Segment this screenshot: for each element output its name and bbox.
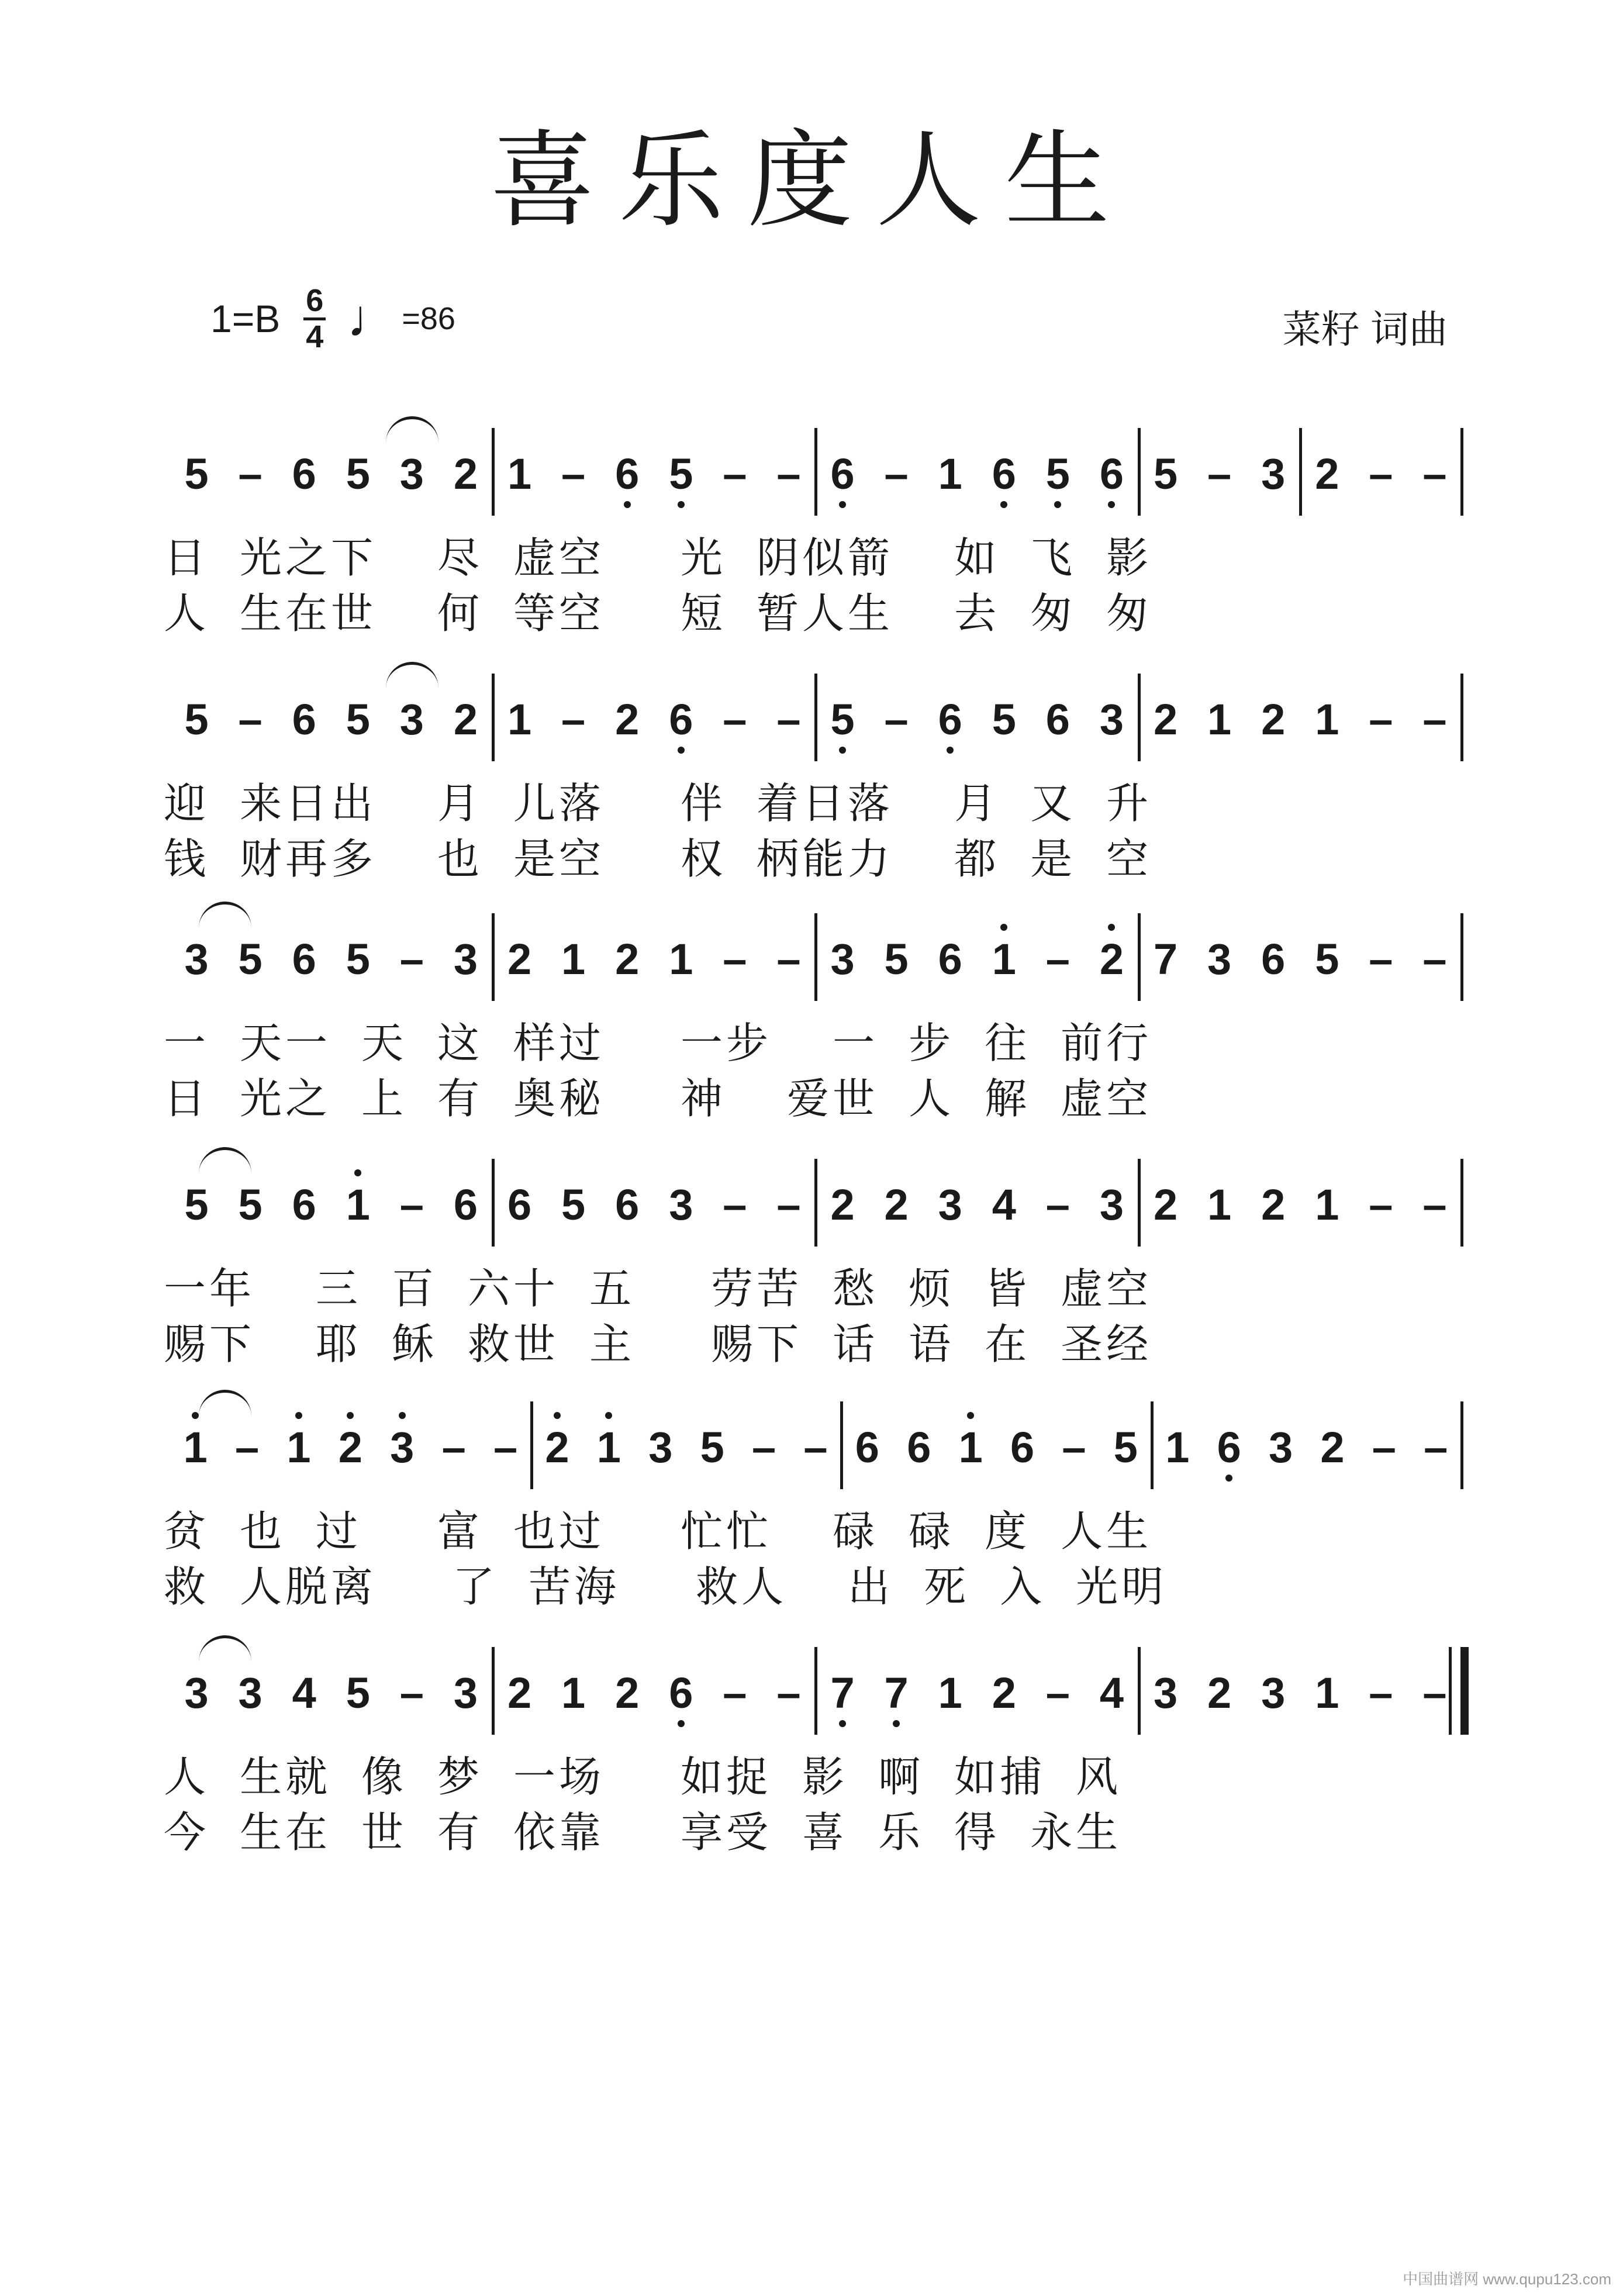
final-barline-thin [1449,1647,1452,1735]
note: 2 [615,934,640,983]
note: 1 [507,695,532,744]
note: 5 [826,695,859,744]
note: 1 [282,1423,316,1472]
note: 1 [938,1668,962,1717]
note: 7 [826,1668,859,1718]
note-dash: – [751,1423,776,1472]
note: 2 [453,695,478,744]
note-dash: – [238,449,263,498]
note-dash: – [723,934,747,983]
note: 6 [292,695,316,744]
note: 6 [938,934,962,983]
lyric-verse-1: 迎 来日出 月 儿落 伴 着日落 月 又 升 [164,781,1152,827]
note-group [170,930,493,988]
lyric-verse-2: 赐下 耶 稣 救世 主 赐下 话 语 在 圣经 [164,1321,1152,1368]
measure [816,386,1139,503]
note-group [1139,1663,1462,1722]
note: 5 [664,449,698,499]
measure [1139,386,1300,503]
barline [1460,428,1463,516]
note: 6 [1010,1423,1035,1472]
lyric-verse-2: 人 生在世 何 等空 短 暂人生 去 匆 匆 [164,591,1152,637]
measure [1139,1117,1462,1234]
note: 6 [453,1180,478,1229]
note: 2 [540,1423,574,1472]
note: 4 [992,1180,1016,1229]
note: 6 [907,1423,931,1472]
note: 3 [1207,934,1232,983]
note-dash: – [1422,1668,1447,1717]
note: 3 [648,1423,673,1472]
note: 5 [884,934,909,983]
note: 3 [938,1180,962,1229]
note: 3 [1099,695,1124,744]
note: 2 [1261,1180,1286,1229]
note-dash: – [1369,1668,1393,1717]
note: 4 [292,1668,316,1717]
note: 5 [700,1423,724,1472]
measure [493,871,816,988]
note-group [493,1663,816,1722]
note: 5 [238,1180,263,1229]
note: 2 [992,1668,1016,1717]
watermark-logo: 中国曲谱网 www.qupu123.com [1403,2270,1611,2288]
note: 1 [178,1423,212,1472]
note-group [493,690,816,748]
lyric-verse-1: 日 光之下 尽 虚空 光 阴似箭 如 飞 影 [164,535,1152,582]
note: 5 [184,695,209,744]
note-group [816,1663,1139,1722]
score-system [0,631,1623,889]
note: 1 [987,934,1021,984]
measure [493,1605,816,1722]
note: 3 [399,695,424,744]
note: 2 [830,1180,855,1229]
measure [1300,386,1462,503]
note: 1 [561,934,586,983]
note: 1 [507,449,532,498]
note-dash: – [776,1180,801,1229]
note-group [493,444,816,503]
note: 3 [184,934,209,983]
final-barline [1460,1647,1469,1735]
note-dash: – [803,1423,828,1472]
note-dash: – [723,1668,747,1717]
note-dash: – [723,1180,747,1229]
measure [816,1605,1139,1722]
tempo-value: =86 [402,301,455,336]
measure [170,631,493,748]
score-system [0,1605,1623,1862]
note: 6 [664,695,698,744]
note: 5 [184,1180,209,1229]
note: 6 [855,1423,879,1472]
note: 3 [385,1423,419,1472]
note: 6 [987,449,1021,499]
measure [493,1117,816,1234]
lyric-verse-2: 钱 财再多 也 是空 权 柄能力 都 是 空 [164,836,1152,883]
note-group [493,1175,816,1234]
note-dash: – [776,934,801,983]
note: 5 [1315,934,1339,983]
note: 5 [561,1180,586,1229]
note: 6 [1212,1423,1246,1472]
note-dash: – [399,1180,424,1229]
note-group [170,1418,531,1476]
note-dash: – [561,695,586,744]
note-dash: – [1422,695,1447,744]
note: 5 [1113,1423,1138,1472]
note: 1 [561,1668,586,1717]
note-group [1152,1418,1462,1476]
lyric-verse-1: 贫 也 过 富 也过 忙忙 碌 碌 度 人生 [164,1508,1152,1555]
note-dash: – [441,1423,466,1472]
time-signature-bottom: 4 [306,319,324,354]
note: 2 [507,1668,532,1717]
note: 6 [826,449,859,499]
time-signature [303,284,326,353]
note-dash: – [776,449,801,498]
note-dash: – [884,695,909,744]
score-system [0,1359,1623,1617]
note-group [1300,444,1462,503]
note-group [531,1418,841,1476]
quarter-note-icon: ♩ [347,289,400,348]
note: 2 [1153,695,1178,744]
note-dash: – [723,695,747,744]
note: 6 [292,1180,316,1229]
note-group [170,444,493,503]
measure [170,1117,493,1234]
note: 6 [1094,449,1128,499]
note-dash: – [1422,934,1447,983]
note: 2 [1315,449,1339,498]
note: 5 [346,695,370,744]
note-group [170,1663,493,1722]
note: 3 [1153,1668,1178,1717]
measure [816,871,1139,988]
note-dash: – [1422,449,1447,498]
measure [170,871,493,988]
measure [841,1359,1151,1476]
note: 7 [1153,934,1178,983]
note: 2 [507,934,532,983]
measure [170,386,493,503]
note: 5 [1153,449,1178,498]
note-dash: – [1422,1180,1447,1229]
note-dash: – [238,695,263,744]
note-group [1139,930,1462,988]
measure [531,1359,841,1476]
note: 6 [615,1180,640,1229]
note: 3 [399,449,424,498]
note: 1 [1165,1423,1190,1472]
note-dash: – [1369,1180,1393,1229]
note-dash: – [561,449,586,498]
note-dash: – [1045,1668,1070,1717]
note: 5 [238,934,263,983]
note: 5 [992,695,1016,744]
note: 2 [1261,695,1286,744]
note: 3 [238,1668,263,1717]
note-dash: – [723,449,747,498]
note-dash: – [884,449,909,498]
note: 6 [292,934,316,983]
note: 2 [615,1668,640,1717]
note: 1 [669,934,693,983]
barline [1460,913,1463,1001]
note: 3 [453,934,478,983]
note-group [170,1175,493,1234]
note: 6 [507,1180,532,1229]
note: 3 [1099,1180,1124,1229]
key-signature: 1=B [210,297,281,340]
note: 6 [292,449,316,498]
note: 7 [879,1668,913,1718]
note: 2 [1207,1668,1232,1717]
note: 1 [954,1423,987,1472]
note: 3 [830,934,855,983]
measure [1152,1359,1462,1476]
note: 3 [669,1180,693,1229]
note: 1 [1315,1180,1339,1229]
note: 6 [1045,695,1070,744]
lyric-verse-1: 人 生就 像 梦 一场 如捉 影 啊 如捕 风 [164,1754,1122,1801]
note: 2 [333,1423,367,1472]
measure [170,1605,493,1722]
note: 3 [1261,1668,1286,1717]
note-dash: – [235,1423,260,1472]
note-group [1139,444,1300,503]
measure [1139,631,1462,748]
note: 5 [1041,449,1075,499]
note-group [816,1175,1139,1234]
lyric-verse-2: 日 光之 上 有 奥秘 神 爱世 人 解 虚空 [164,1076,1152,1123]
measure [816,1117,1139,1234]
note: 6 [610,449,644,499]
score-system [0,1117,1623,1374]
note: 3 [184,1668,209,1717]
note-group [816,690,1139,748]
note: 3 [1268,1423,1293,1472]
measure [493,386,816,503]
note: 5 [346,934,370,983]
note: 2 [1153,1180,1178,1229]
lyric-verse-2: 救 人脱离 了 苦海 救人 出 死 入 光明 [164,1564,1168,1611]
note: 6 [1261,934,1286,983]
composer-credit: 菜籽 词曲 [1282,308,1448,351]
measure [493,631,816,748]
note-dash: – [776,695,801,744]
note: 1 [1207,695,1232,744]
note: 5 [346,449,370,498]
note-dash: – [1369,449,1393,498]
barline [1460,1401,1463,1489]
note: 1 [592,1423,626,1472]
note-dash: – [1424,1423,1448,1472]
score-system [0,386,1623,643]
tempo-marking [347,289,455,349]
note-group [816,930,1139,988]
measure [170,1359,531,1476]
note: 1 [341,1180,375,1230]
note-dash: – [493,1423,518,1472]
barline [1460,1159,1463,1247]
note-dash: – [1369,934,1393,983]
note: 2 [884,1180,909,1229]
note: 5 [346,1668,370,1717]
note-group [1139,1175,1462,1234]
note: 2 [453,449,478,498]
score-system [0,871,1623,1128]
note-dash: – [399,934,424,983]
note: 4 [1099,1668,1124,1717]
lyric-verse-1: 一年 三 百 六十 五 劳苦 愁 烦 皆 虚空 [164,1266,1152,1313]
note: 1 [1207,1180,1232,1229]
note: 3 [453,1668,478,1717]
note-dash: – [1045,1180,1070,1229]
measure [1139,871,1462,988]
note: 2 [1094,934,1128,984]
note-dash: – [1062,1423,1086,1472]
note: 3 [1261,449,1286,498]
note-group [816,444,1139,503]
note: 2 [1320,1423,1345,1472]
note: 1 [1315,695,1339,744]
time-signature-top: 6 [303,284,326,320]
measure [816,631,1139,748]
note-dash: – [399,1668,424,1717]
lyric-verse-2: 今 生在 世 有 依靠 享受 喜 乐 得 永生 [164,1810,1122,1856]
page-title: 喜乐度人生 [489,120,1133,242]
note: 1 [938,449,962,498]
note: 1 [1315,1668,1339,1717]
measure [1139,1605,1462,1722]
note-dash: – [1369,695,1393,744]
note: 6 [933,695,967,744]
note-dash: – [1372,1423,1396,1472]
lyric-verse-1: 一 天一 天 这 样过 一步 一 步 往 前行 [164,1020,1152,1067]
note-group [170,690,493,748]
note-group [841,1418,1151,1476]
note: 2 [615,695,640,744]
note-dash: – [776,1668,801,1717]
barline [1460,674,1463,761]
note-group [1139,690,1462,748]
note-dash: – [1045,934,1070,983]
note: 5 [184,449,209,498]
note-group [493,930,816,988]
note-dash: – [1207,449,1232,498]
note: 6 [664,1668,698,1718]
music-header [210,282,455,354]
